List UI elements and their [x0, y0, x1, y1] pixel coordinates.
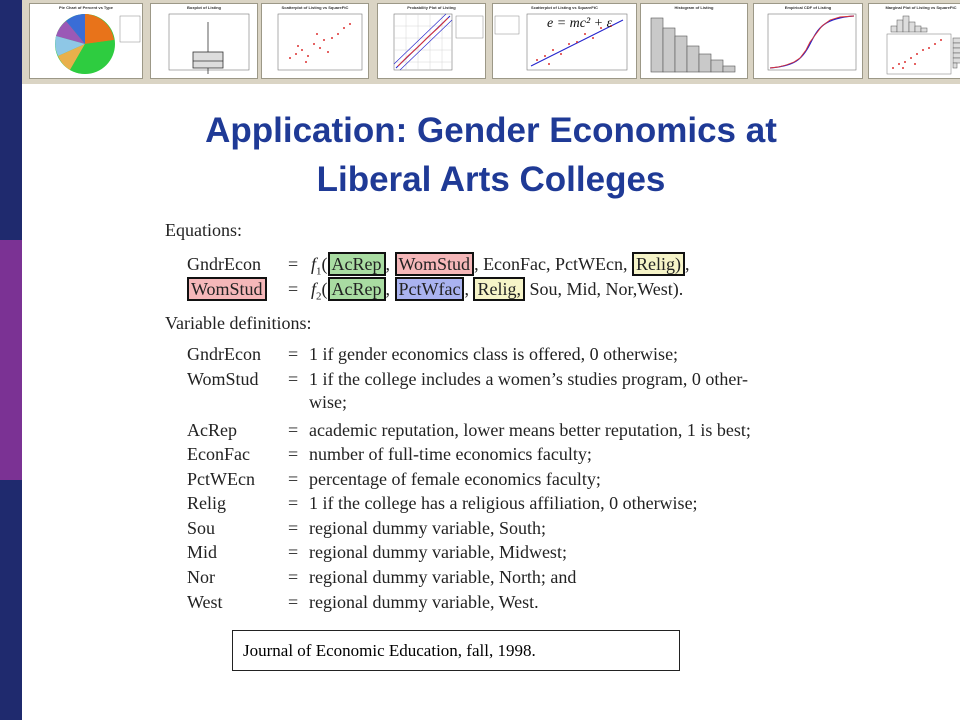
variable-definition: percentage of female economics faculty; — [309, 469, 601, 489]
term-relig: Relig) — [632, 252, 685, 276]
title-line-1: Application: Gender Economics at — [205, 111, 777, 150]
pie-chart-graphic — [30, 4, 143, 79]
variable-name: Sou — [187, 518, 216, 538]
equation-rhs: $f_1$( AcRep , WomStud , EconFac, PctWEcn, Relig) , — [311, 254, 690, 278]
equals-sign: = — [288, 493, 299, 513]
boxplot-graphic — [151, 4, 258, 79]
term-relig: Relig, — [473, 277, 525, 301]
thumbnail-regression — [492, 3, 637, 79]
variable-definition: 1 if gender economics class is offered, 0 otherwise; — [309, 344, 679, 364]
term-womstud: WomStud — [187, 277, 267, 301]
equals-sign: = — [288, 344, 299, 364]
scatterplot-graphic — [262, 4, 369, 79]
variable-name: GndrEcon — [187, 344, 261, 364]
variable-name: WomStud — [187, 369, 259, 389]
variable-name: AcRep — [187, 420, 237, 440]
thumbnail-title: Scatterplot of Listing vs SquareFtC — [281, 5, 349, 10]
variable-name: EconFac — [187, 444, 250, 464]
variable-definition: academic reputation, lower means better reputation, 1 is best; — [309, 420, 751, 440]
open-paren: ( — [321, 279, 328, 299]
variable-name: PctWEcn — [187, 469, 255, 489]
equation-lhs — [187, 279, 282, 300]
variable-definition: regional dummy variable, West. — [309, 592, 539, 612]
equals-sign: = — [288, 254, 299, 274]
probability-plot-graphic — [378, 4, 486, 79]
equals-sign: = — [288, 420, 299, 440]
thumbnail-title: Boxplot of Listing — [187, 5, 221, 10]
thumbnail-scatterplot — [261, 3, 369, 79]
marginal-plot-graphic — [869, 4, 960, 79]
thumbnail-title: Scatterplot of Listing vs SquareFtC — [531, 5, 598, 10]
variable-definition: regional dummy variable, South; — [309, 518, 546, 538]
citation-box: Journal of Economic Education, fall, 1998. — [232, 630, 680, 671]
equals-sign: = — [288, 469, 299, 489]
thumbnail-title: Pie Chart of Percent vs Type — [59, 5, 113, 10]
thumbnail-histogram — [640, 3, 748, 79]
thumbnail-title: Probability Plot of Listing — [407, 5, 456, 10]
equals-sign: = — [288, 444, 299, 464]
variable-definition: number of full-time economics faculty; — [309, 444, 592, 464]
term-acrep: AcRep — [328, 252, 386, 276]
thumbnail-title: Empirical CDF of Listing — [784, 5, 832, 10]
thumbnail-strip — [22, 0, 960, 84]
thumbnail-title: Histogram of Listing — [674, 5, 714, 10]
title-line-2: Liberal Arts Colleges — [316, 160, 666, 199]
function-subscript: 1 — [316, 265, 322, 278]
side-bar-top — [0, 0, 22, 240]
equation-plain-terms: Sou, Mid, Nor,West). — [524, 279, 684, 299]
thumbnail-marginal-plot — [868, 3, 960, 79]
variable-definition: wise; — [309, 392, 347, 412]
equals-sign: = — [288, 542, 299, 562]
definitions-heading: Variable definitions: — [165, 313, 312, 333]
equations-heading: Equations: — [165, 220, 242, 240]
slide-title — [22, 106, 960, 204]
equals-sign: = — [288, 279, 299, 299]
equals-sign: = — [288, 518, 299, 538]
function-symbol: f — [311, 254, 317, 274]
term-womstud: WomStud — [395, 252, 475, 276]
thumbnail-cdf — [753, 3, 863, 79]
variable-name: Relig — [187, 493, 226, 513]
equation-lhs: GndrEcon — [187, 254, 261, 274]
variable-definition: 1 if the college has a religious affiliation, 0 otherwise; — [309, 493, 698, 513]
equation-plain-terms: , EconFac, PctWEcn, — [474, 254, 628, 274]
variable-definition: 1 if the college includes a women’s studies program, 0 other- — [309, 369, 749, 389]
equals-sign: = — [288, 369, 299, 389]
variable-name: West — [187, 592, 223, 612]
term-acrep: AcRep — [328, 277, 386, 301]
variable-definition: regional dummy variable, Midwest; — [309, 542, 567, 562]
thumbnail-probability-plot — [377, 3, 486, 79]
variable-name: Nor — [187, 567, 215, 587]
term-pctwfac: PctWfac — [395, 277, 465, 301]
variable-definition: regional dummy variable, North; and — [309, 567, 577, 587]
equation-rhs: $f_2$( AcRep , PctWfac , Relig, Sou, Mid, Nor,West). — [311, 279, 684, 303]
variable-name: Mid — [187, 542, 218, 562]
thumbnail-formula: e = mc² + ε — [547, 16, 613, 31]
equals-sign: = — [288, 592, 299, 612]
function-subscript: 2 — [316, 290, 322, 303]
thumbnail-boxplot — [150, 3, 258, 79]
equation-end: , — [685, 254, 690, 274]
open-paren: ( — [321, 254, 328, 274]
histogram-graphic — [641, 4, 748, 79]
thumbnail-title: Marginal Plot of Listing vs SquareFtC — [885, 5, 957, 10]
cdf-graphic — [754, 4, 863, 79]
thumbnail-pie-chart — [29, 3, 143, 79]
function-symbol: f — [311, 279, 317, 299]
side-bar-bottom — [0, 480, 22, 720]
side-bar-middle — [0, 240, 22, 480]
equals-sign: = — [288, 567, 299, 587]
